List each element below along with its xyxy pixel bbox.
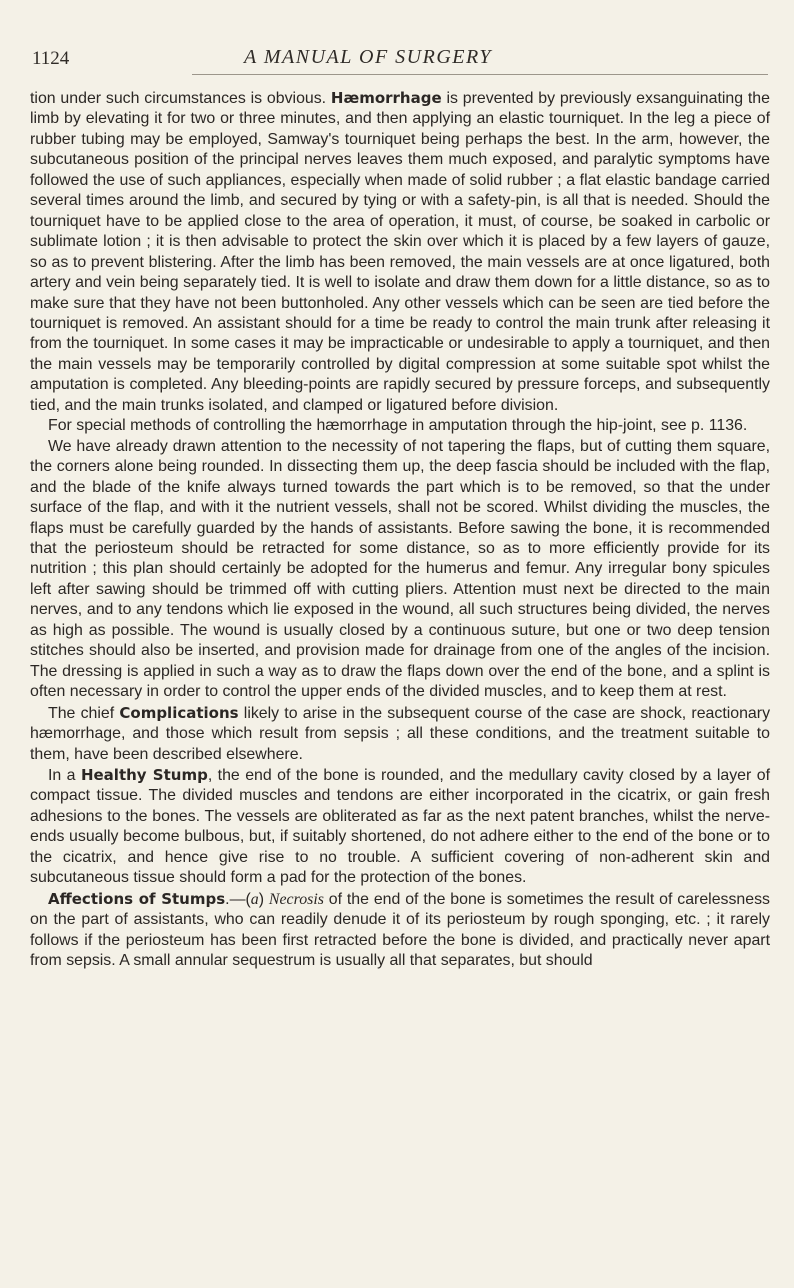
text-run: The chief — [48, 704, 120, 722]
paragraph-affections-of-stumps — [30, 889, 770, 972]
text-run: likely to arise in the subsequent course of the case are shock, reactionary hæmorrhage, and those which result from sepsis ; all these conditions, and the treatment suitable to them, have been described elsewhere. — [30, 704, 771, 763]
body-text — [30, 88, 770, 971]
text-run: For special methods of controlling the hæmorrhage in amputation through the hip-joint, see p. 1136. — [48, 417, 748, 435]
page-number: 1124 — [32, 48, 70, 69]
text-run: is prevented by previously exsanguinating the limb by elevating it for two or three minutes, and then applying an elastic tourniquet. In the leg a piece of rubber tubing may be employed, Samway's tourniquet being perhaps the best. In the arm, however, the subcutaneous position of the principal nerves leaves them much exposed, and paralytic symptoms have followed the use of such appliances, especially when made of solid rubber ; a flat elastic bandage carried several times around the limb, and secured by tying or with a safety-pin, is all that is needed. Should the tourniquet have to be applied close to the area of operation, it must, of course, be soaked in carbolic or sublimate lotion ; it is then advisable to protect the skin over which it is placed by a few layers of gauze, so as to prevent blistering. After the limb has been removed, the main vessels are at once ligatured, both artery and vein being separately tied. It is well to isolate and draw them down for a little distance, so as to make sure that they have not been buttonholed. Any other vessels which can be seen are tied before the tourniquet is removed. An assistant should for a time be ready to control the main trunk after releasing it from the tourniquet. In some cases it may be impracticable or undesirable to apply a tourniquet, and then the main vessels may be temporarily controlled by digital compression at some suitable spot whilst the amputation is completed. Any bleeding-points are rapidly secured by pressure forceps, and subsequently tied, and the main trunks isolated, and clamped or ligatured before division. — [30, 90, 770, 414]
text-run: of the end of the bone is sometimes the result of carelessness on the part of assistants, who can readily denude it of its periosteum by rough sponging, etc. ; it rarely follows if the periosteum has been first retracted before the bone is divided, and practically never apart from sepsis. A small annular sequestrum is usually all that separates, but should — [30, 890, 770, 970]
running-title: A MANUAL OF SURGERY — [244, 46, 492, 68]
text-run: tion under such circumstances is obvious. — [30, 90, 331, 107]
text-run: We have already drawn attention to the necessity of not tapering the flaps, but of cutting them square, the corners alone being rounded. In dissecting them up, the deep fascia should be included with the flap, and the blade of the knife always turned towards the part which is to be removed, so that the under surface of the flap, and with it the nutrient vessels, shall not be scored. Whilst dividing the muscles, the flaps must be carefully guarded by the hands of assistants. Before sawing the bone, it is recommended that the periosteum should be retracted for some distance, so as to more efficiently provide for its nutrition ; this plan should certainly be adopted for the humerus and femur. Any irregular bony spicules left after sawing should be trimmed off with cutting pliers. Attention must next be directed to the main nerves, and to any tendons which lie exposed in the wound, all such structures being divided, the nerves as high as possible. The wound is usually closed by a continuous suture, but one or two deep tension stitches should also be inserted, and provision made for drainage from one of the angles of the incision. The dressing is applied in such a way as to draw the flaps down over the end of the bone, and a splint is often necessary in order to control the upper ends of the divided muscles, and to keep them at rest. — [30, 437, 770, 701]
bold-heading-affections-of-stumps: Affections of Stumps — [48, 889, 226, 908]
paragraph-complications — [30, 703, 770, 765]
italic-enumerator: a — [250, 890, 259, 908]
paragraph-haemorrhage — [30, 88, 770, 416]
paragraph-flaps — [30, 437, 770, 703]
text-run: .—( — [225, 890, 251, 908]
page-edge — [794, 0, 800, 1288]
bold-heading-complications: Complications — [119, 703, 239, 722]
italic-term-necrosis: Necrosis — [268, 890, 324, 908]
bold-heading-haemorrhage: Hæmorrhage — [330, 89, 442, 107]
text-run: In a — [48, 766, 81, 784]
paragraph-healthy-stump — [30, 765, 770, 889]
paragraph-hip-joint-reference — [30, 416, 770, 436]
bold-heading-healthy-stump: Healthy Stump — [80, 765, 208, 784]
header-rule — [192, 74, 768, 75]
text-run: ) — [258, 890, 269, 908]
text-run: , the end of the bone is rounded, and the medullary cavity closed by a layer of compact tissue. The divided muscles and tendons are either incorporated in the cicatrix, or gain fresh adhesions to the bones. The vessels are obliterated as far as the next patent branches, whilst the nerve-ends usually become bulbous, but, if suitably shortened, do not adhere either to the end of the bone or to the cicatrix, and hence give rise to no trouble. A sufficient covering of non-adherent skin and subcutaneous tissue should form a pad for the protection of the bones. — [30, 766, 770, 887]
page-header — [24, 46, 768, 72]
